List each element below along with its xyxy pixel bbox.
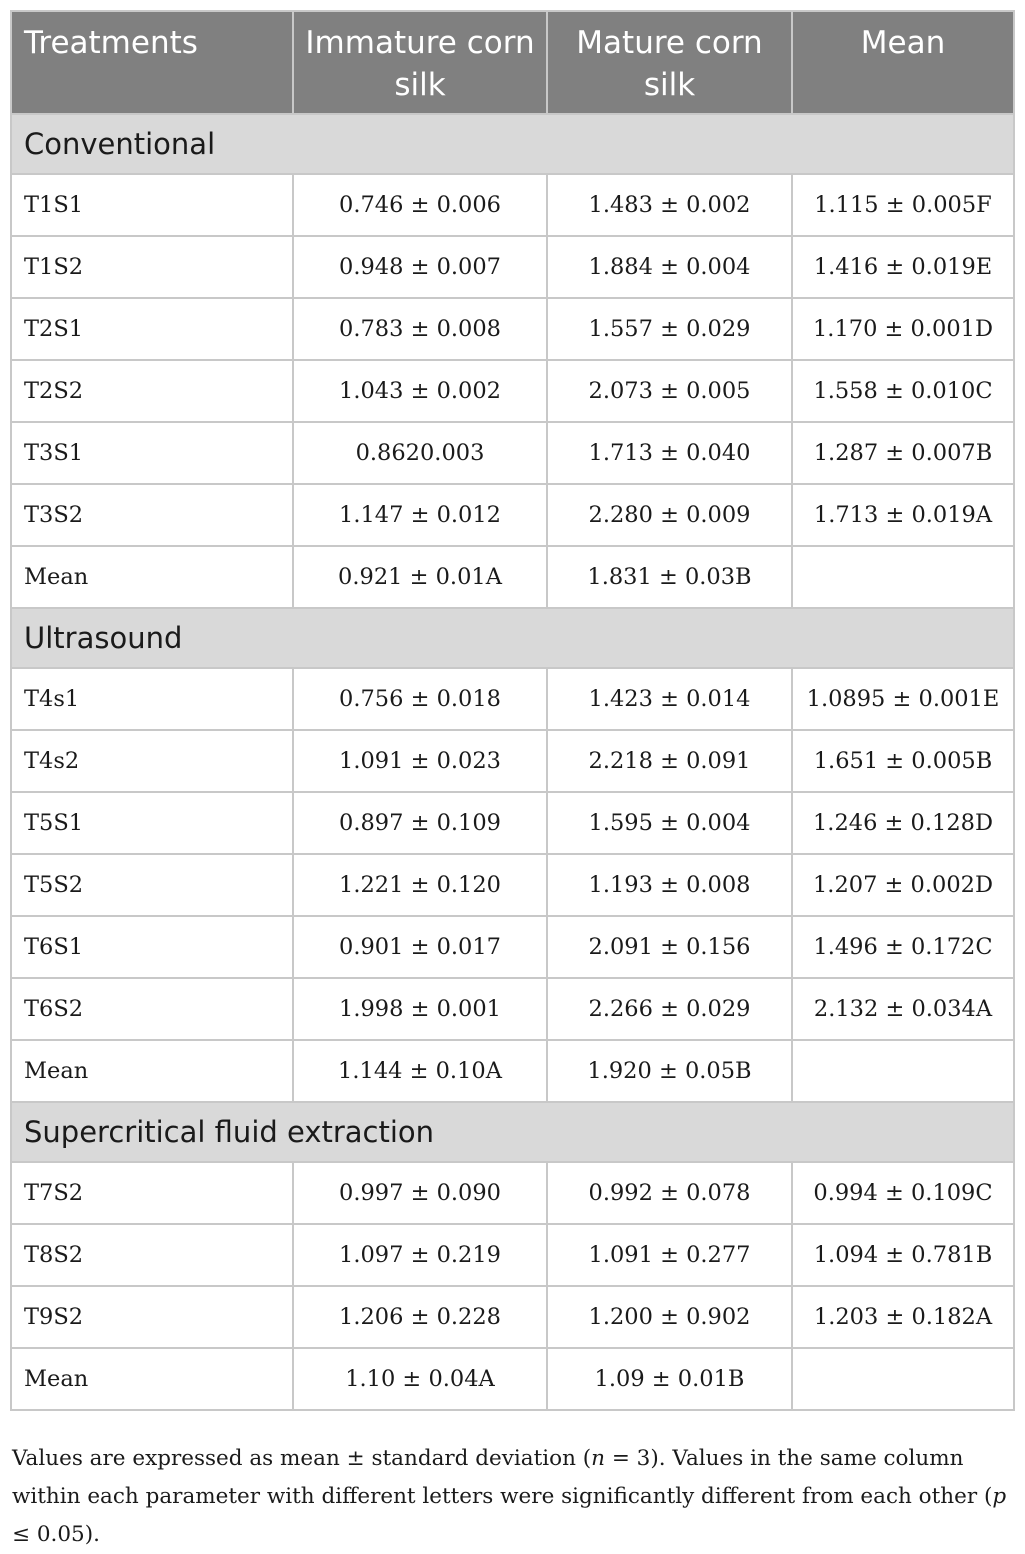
header-treatments: Treatments xyxy=(11,11,293,114)
cell-mean: 1.170 ± 0.001D xyxy=(792,298,1014,360)
cell-treatment: T2S1 xyxy=(11,298,293,360)
cell-treatment: T3S2 xyxy=(11,484,293,546)
table-row xyxy=(11,174,1014,236)
cell-mature: 1.920 ± 0.05B xyxy=(547,1040,792,1102)
cell-mean: 1.713 ± 0.019A xyxy=(792,484,1014,546)
table-row xyxy=(11,360,1014,422)
cell-mature: 1.09 ± 0.01B xyxy=(547,1348,792,1410)
cell-mature: 2.073 ± 0.005 xyxy=(547,360,792,422)
cell-treatment: T6S1 xyxy=(11,916,293,978)
cell-treatment: Mean xyxy=(11,1348,293,1410)
cell-treatment: T8S2 xyxy=(11,1224,293,1286)
cell-mature: 1.557 ± 0.029 xyxy=(547,298,792,360)
cell-treatment: T1S1 xyxy=(11,174,293,236)
table-header xyxy=(11,11,1014,114)
footnote-text-2: = 3). Values in the same column within each parameter with different letters were significantly different from each other ( xyxy=(12,1446,993,1509)
cell-mean: 1.207 ± 0.002D xyxy=(792,854,1014,916)
cell-immature: 0.783 ± 0.008 xyxy=(293,298,547,360)
table-row xyxy=(11,1040,1014,1102)
cell-mean xyxy=(792,1040,1014,1102)
section-title: Conventional xyxy=(11,114,1014,174)
cell-mean: 1.496 ± 0.172C xyxy=(792,916,1014,978)
header-mature-corn-silk: Mature corn silk xyxy=(547,11,792,114)
section-row xyxy=(11,608,1014,668)
cell-mature: 1.713 ± 0.040 xyxy=(547,422,792,484)
cell-mature: 0.992 ± 0.078 xyxy=(547,1162,792,1224)
table-footnote xyxy=(12,1440,1012,1554)
cell-treatment: T1S2 xyxy=(11,236,293,298)
cell-mature: 2.091 ± 0.156 xyxy=(547,916,792,978)
cell-mean: 1.094 ± 0.781B xyxy=(792,1224,1014,1286)
cell-treatment: T6S2 xyxy=(11,978,293,1040)
cell-treatment: T7S2 xyxy=(11,1162,293,1224)
table-row xyxy=(11,668,1014,730)
cell-immature: 0.921 ± 0.01A xyxy=(293,546,547,608)
cell-immature: 1.147 ± 0.012 xyxy=(293,484,547,546)
section-row xyxy=(11,1102,1014,1162)
cell-treatment: T5S2 xyxy=(11,854,293,916)
data-table xyxy=(10,10,1015,1411)
cell-mean: 2.132 ± 0.034A xyxy=(792,978,1014,1040)
cell-immature: 0.756 ± 0.018 xyxy=(293,668,547,730)
cell-mature: 1.831 ± 0.03B xyxy=(547,546,792,608)
cell-treatment: T4s1 xyxy=(11,668,293,730)
cell-mature: 2.280 ± 0.009 xyxy=(547,484,792,546)
cell-mean: 1.246 ± 0.128D xyxy=(792,792,1014,854)
cell-mean: 1.416 ± 0.019E xyxy=(792,236,1014,298)
cell-treatment: Mean xyxy=(11,546,293,608)
cell-mean: 1.558 ± 0.010C xyxy=(792,360,1014,422)
cell-immature: 0.901 ± 0.017 xyxy=(293,916,547,978)
cell-immature: 1.10 ± 0.04A xyxy=(293,1348,547,1410)
cell-immature: 0.897 ± 0.109 xyxy=(293,792,547,854)
header-mean: Mean xyxy=(792,11,1014,114)
cell-mean: 1.287 ± 0.007B xyxy=(792,422,1014,484)
table-row xyxy=(11,854,1014,916)
cell-mature: 1.483 ± 0.002 xyxy=(547,174,792,236)
section-title: Ultrasound xyxy=(11,608,1014,668)
table-row xyxy=(11,916,1014,978)
table-row xyxy=(11,236,1014,298)
cell-mean: 1.203 ± 0.182A xyxy=(792,1286,1014,1348)
table-row xyxy=(11,792,1014,854)
header-immature-corn-silk: Immature corn silk xyxy=(293,11,547,114)
cell-immature: 1.998 ± 0.001 xyxy=(293,978,547,1040)
cell-mean: 1.0895 ± 0.001E xyxy=(792,668,1014,730)
table-row xyxy=(11,546,1014,608)
cell-immature: 1.097 ± 0.219 xyxy=(293,1224,547,1286)
footnote-text-1: Values are expressed as mean ± standard deviation ( xyxy=(12,1446,592,1471)
cell-immature: 0.746 ± 0.006 xyxy=(293,174,547,236)
table-row xyxy=(11,422,1014,484)
cell-mature: 1.193 ± 0.008 xyxy=(547,854,792,916)
table-row xyxy=(11,298,1014,360)
header-row xyxy=(11,11,1014,114)
cell-mature: 1.423 ± 0.014 xyxy=(547,668,792,730)
section-title: Supercritical fluid extraction xyxy=(11,1102,1014,1162)
section-row xyxy=(11,114,1014,174)
footnote-n-symbol: n xyxy=(591,1446,605,1471)
table-row xyxy=(11,1224,1014,1286)
cell-mature: 1.884 ± 0.004 xyxy=(547,236,792,298)
table-row xyxy=(11,484,1014,546)
cell-treatment: T4s2 xyxy=(11,730,293,792)
cell-treatment: Mean xyxy=(11,1040,293,1102)
footnote-p-symbol: p xyxy=(992,1484,1007,1509)
cell-mature: 2.218 ± 0.091 xyxy=(547,730,792,792)
cell-treatment: T2S2 xyxy=(11,360,293,422)
table-row xyxy=(11,978,1014,1040)
cell-treatment: T3S1 xyxy=(11,422,293,484)
table-row xyxy=(11,1162,1014,1224)
cell-mean xyxy=(792,546,1014,608)
cell-mean: 0.994 ± 0.109C xyxy=(792,1162,1014,1224)
cell-immature: 0.997 ± 0.090 xyxy=(293,1162,547,1224)
cell-immature: 1.091 ± 0.023 xyxy=(293,730,547,792)
table-row xyxy=(11,730,1014,792)
cell-immature: 1.043 ± 0.002 xyxy=(293,360,547,422)
cell-treatment: T9S2 xyxy=(11,1286,293,1348)
cell-immature: 0.948 ± 0.007 xyxy=(293,236,547,298)
cell-mean: 1.115 ± 0.005F xyxy=(792,174,1014,236)
cell-mature: 1.595 ± 0.004 xyxy=(547,792,792,854)
table-row xyxy=(11,1286,1014,1348)
cell-mean: 1.651 ± 0.005B xyxy=(792,730,1014,792)
cell-mature: 1.200 ± 0.902 xyxy=(547,1286,792,1348)
cell-mean xyxy=(792,1348,1014,1410)
cell-immature: 0.8620.003 xyxy=(293,422,547,484)
cell-treatment: T5S1 xyxy=(11,792,293,854)
cell-mature: 1.091 ± 0.277 xyxy=(547,1224,792,1286)
cell-immature: 1.221 ± 0.120 xyxy=(293,854,547,916)
cell-immature: 1.144 ± 0.10A xyxy=(293,1040,547,1102)
footnote-text-3: ≤ 0.05). xyxy=(12,1522,100,1547)
table-row xyxy=(11,1348,1014,1410)
data-table-container xyxy=(10,10,1013,1411)
table-body xyxy=(11,114,1014,1410)
cell-mature: 2.266 ± 0.029 xyxy=(547,978,792,1040)
cell-immature: 1.206 ± 0.228 xyxy=(293,1286,547,1348)
